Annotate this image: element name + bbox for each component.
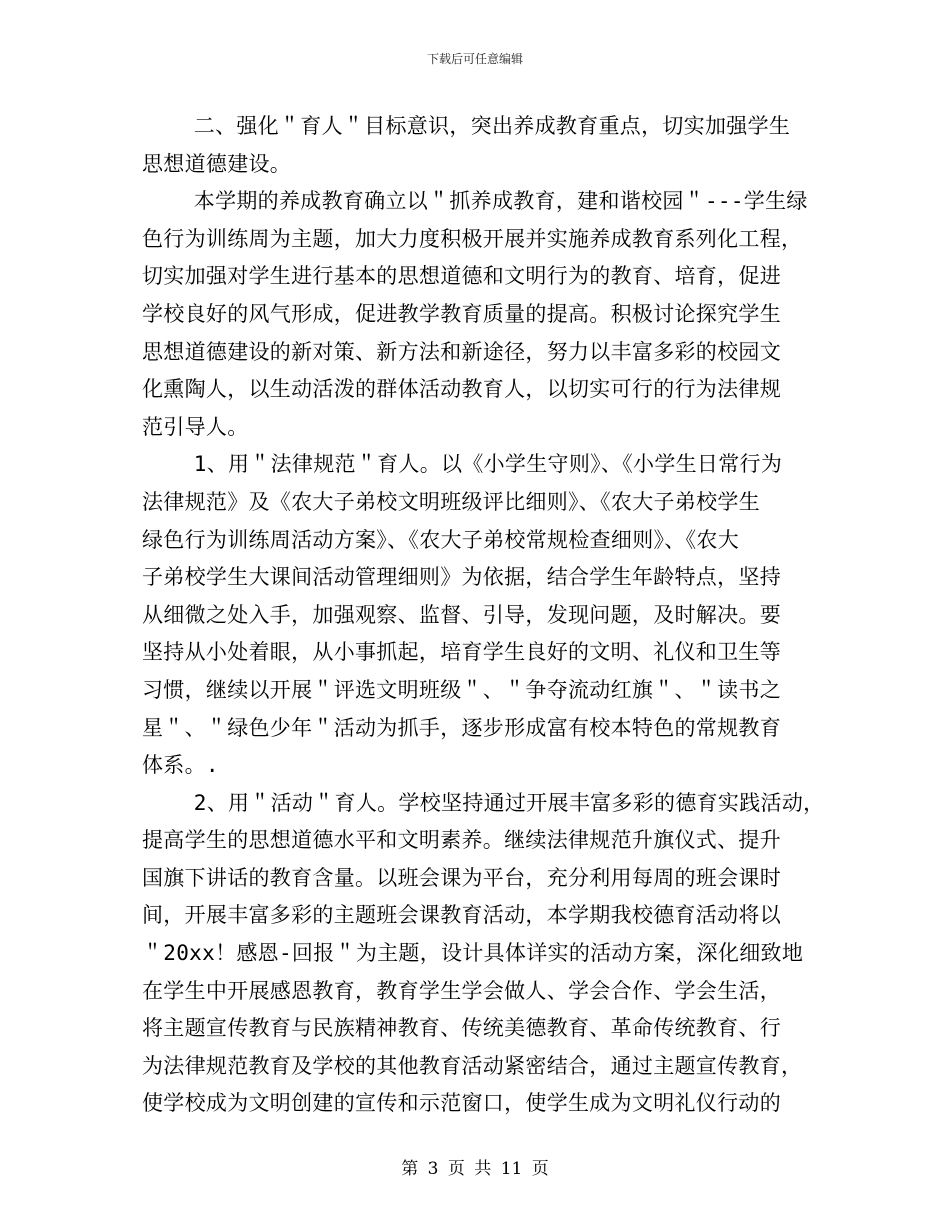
text-line: 坚持从小处着眼，从小事抓起，培育学生良好的文明、礼仪和卫生等 [142, 640, 781, 665]
text-line: 间，开展丰富多彩的主题班会课教育活动，本学期我校德育活动将以 [142, 903, 781, 928]
document-body [142, 108, 825, 1123]
text-line: 法律规范》及《农大子弟校文明班级评比细则》、《农大子弟校学生 [142, 489, 760, 514]
text-line: 使学校成为文明创建的宣传和示范窗口，使学生成为文明礼仪行动的 [142, 1091, 781, 1116]
text-line: 化熏陶人，以生动活泼的群体活动教育人，以切实可行的行为法律规 [142, 377, 781, 402]
text-line: 思想道德建设。 [142, 151, 292, 176]
text-line: 绿色行为训练周活动方案》、《农大子弟校常规检查细则》、《农大 [142, 527, 739, 552]
text-line: ＂20xx！感恩-回报＂为主题，设计具体详实的活动方案，深化细致地 [142, 941, 804, 966]
text-line: 1、用＂法律规范＂育人。以《小学生守则》、《小学生日常行为 [142, 452, 783, 477]
text-line: 范引导人。 [142, 414, 249, 439]
text-line: 2、用＂活动＂育人。学校坚持通过开展丰富多彩的德育实践活动， [142, 790, 825, 815]
text-line: 学校良好的风气形成，促进教学教育质量的提高。积极讨论探究学生 [142, 301, 781, 326]
text-line: 为法律规范教育及学校的其他教育活动紧密结合，通过主题宣传教育， [142, 1053, 803, 1078]
text-line: 将主题宣传教育与民族精神教育、传统美德教育、革命传统教育、行 [142, 1016, 781, 1041]
text-line: 习惯，继续以开展＂评选文明班级＂、＂争夺流动红旗＂、＂读书之 [142, 677, 781, 702]
text-line: 思想道德建设的新对策、新方法和新途径，努力以丰富多彩的校园文 [142, 339, 781, 364]
text-line: 二、强化＂育人＂目标意识，突出养成教育重点，切实加强学生 [142, 114, 791, 138]
text-line: 体系。. [142, 753, 219, 778]
text-line: 色行为训练周为主题，加大力度积极开展并实施养成教育系列化工程， [142, 226, 803, 251]
text-line: 从细微之处入手，加强观察、监督、引导，发现问题，及时解决。要 [142, 602, 781, 627]
text-line: 子弟校学生大课间活动管理细则》为依据，结合学生年龄特点，坚持 [142, 565, 781, 590]
page-header: 下载后可任意编辑 [426, 52, 523, 66]
page-number-footer: 第 3 页 共 11 页 [401, 1159, 549, 1179]
text-line: 本学期的养成教育确立以＂抓养成教育，建和谐校园＂---学生绿 [142, 189, 808, 214]
text-line: 提高学生的思想道德水平和文明素养。继续法律规范升旗仪式、提升 [142, 828, 781, 853]
text-line: 切实加强对学生进行基本的思想道德和文明行为的教育、培育，促进 [142, 264, 781, 289]
text-line: 国旗下讲话的教育含量。以班会课为平台，充分利用每周的班会课时 [142, 865, 781, 890]
text-line: 星＂、＂绿色少年＂活动为抓手，逐步形成富有校本特色的常规教育 [142, 715, 781, 740]
text-line: 在学生中开展感恩教育，教育学生学会做人、学会合作、学会生活， [142, 978, 781, 1003]
